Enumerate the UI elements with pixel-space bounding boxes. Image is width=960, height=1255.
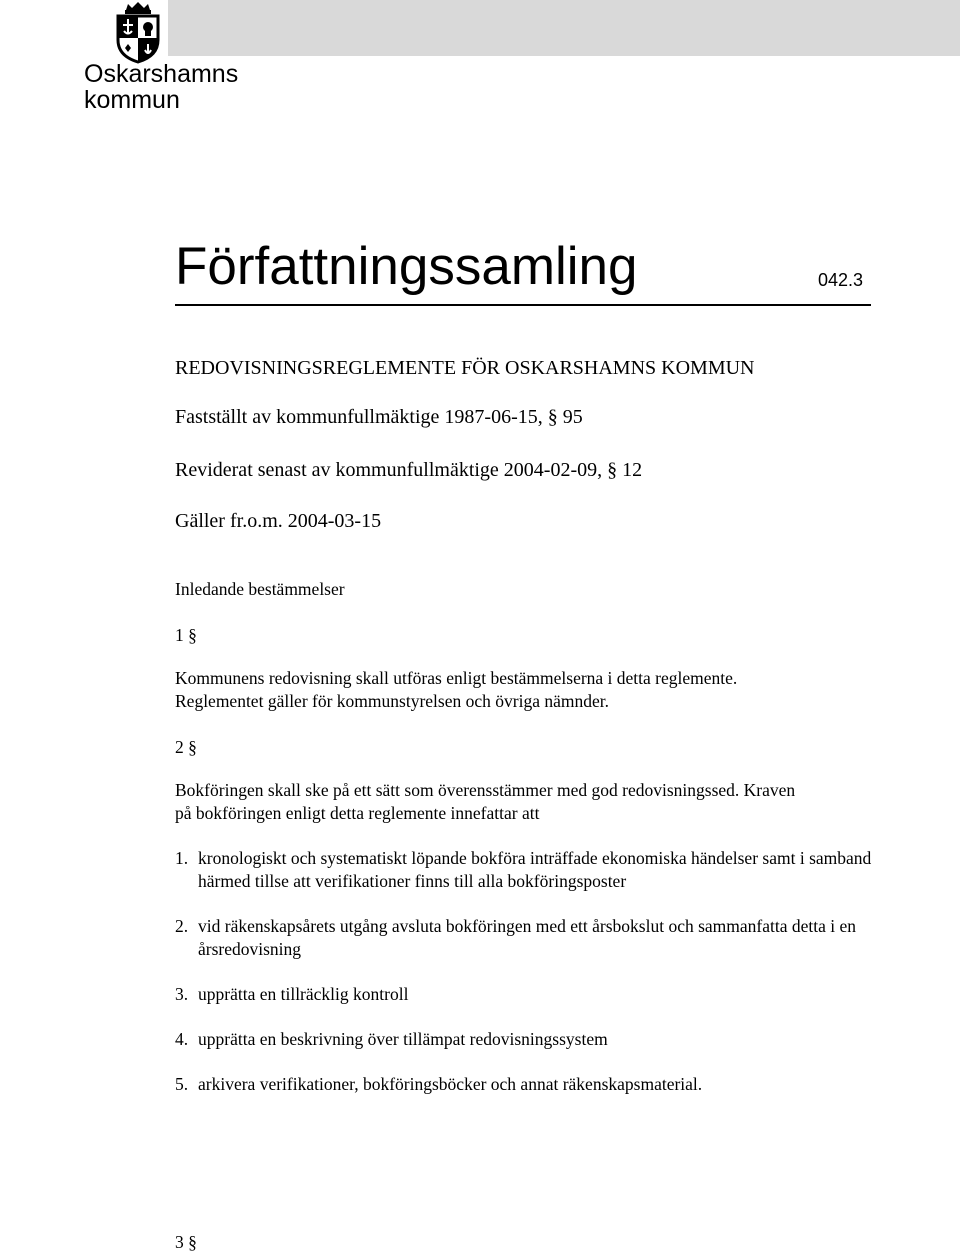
header-bar: [168, 0, 960, 56]
list-item-text: vid räkenskapsårets utgång avsluta bokföringen med ett årsbokslut och sammanfatta detta i en årsredovisning: [198, 916, 857, 959]
revised-line: Reviderat senast av kommunfullmäktige 2004-02-09, § 12: [175, 459, 643, 481]
list-item: [175, 847, 875, 893]
paragraph-1-line: Kommunens redovisning skall utföras enligt bestämmelserna i detta reglemente.: [175, 668, 738, 688]
list-item-number: 3.: [175, 984, 189, 1004]
paragraph-1-label: 1 §: [175, 625, 197, 645]
paragraph-2-label: 2 §: [175, 737, 197, 757]
section-heading: Inledande bestämmelser: [175, 579, 345, 599]
valid-from-line: Gäller fr.o.m. 2004-03-15: [175, 510, 382, 532]
list-item: [175, 1028, 875, 1051]
paragraph-1-line: Reglementet gäller för kommunstyrelsen och övriga nämnder.: [175, 691, 609, 711]
paragraph-2-line: på bokföringen enligt detta reglemente innefattar att: [175, 803, 540, 823]
document-number: 042.3: [818, 270, 864, 290]
list-item-number: 4.: [175, 1029, 189, 1049]
list-item-text: arkivera verifikationer, bokföringsböcker och annat räkenskapsmaterial.: [198, 1074, 703, 1094]
organization-name: Oskarshamns kommun: [84, 60, 239, 114]
list-item: [175, 983, 875, 1006]
list-item-number: 5.: [175, 1074, 189, 1094]
list-item-text: kronologiskt och systematiskt löpande bokföra inträffade ekonomiska händelser samt i samband härmed tillse att verifikationer finns till alla bokföringsposter: [198, 848, 872, 891]
list-item-text: upprätta en tillräcklig kontroll: [198, 984, 409, 1004]
list-item: [175, 1073, 875, 1096]
list-item: [175, 915, 875, 961]
list-item-text: upprätta en beskrivning över tillämpat redovisningssystem: [198, 1029, 608, 1049]
paragraph-2-line: Bokföringen skall ske på ett sätt som överensstämmer med god redovisningssed. Kraven: [175, 780, 796, 800]
title-divider: [175, 304, 871, 306]
paragraph-3-label: 3 §: [175, 1232, 197, 1252]
list-item-number: 2.: [175, 916, 189, 936]
established-line: Fastställt av kommunfullmäktige 1987-06-15, § 95: [175, 406, 583, 428]
coat-of-arms-icon: [112, 0, 164, 64]
document-heading: REDOVISNINGSREGLEMENTE FÖR OSKARSHAMNS KOMMUN: [175, 357, 755, 379]
page-title: Författningssamling: [175, 237, 638, 296]
list-item-number: 1.: [175, 848, 189, 868]
